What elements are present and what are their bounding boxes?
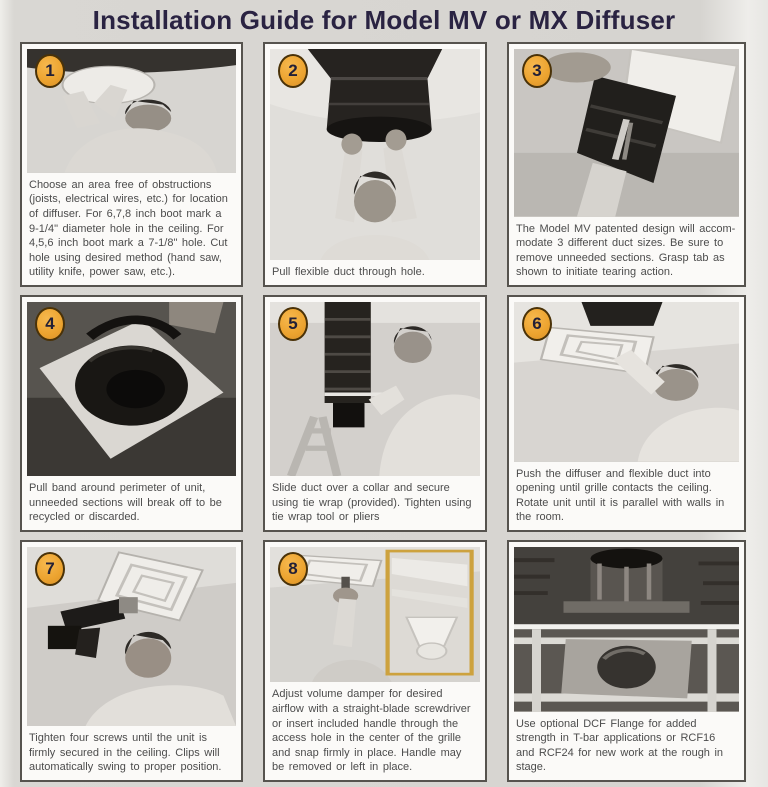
step-number-badge: 7 bbox=[35, 552, 65, 586]
step-photo-tie-wrap-collar bbox=[270, 302, 480, 476]
step-panel-2 bbox=[263, 42, 487, 287]
step-caption: Choose an area free of obstructions (joists, electrical wires, etc.) for location of diffuser. For 6,7,8 inch boot mark a 9-1/4" diameter hole in the ceiling. For 4,5,6 inch boot mark a 7-1/8" hole. Cut hole using desired method (hand saw, utility knife, power saw, etc.). bbox=[29, 178, 228, 279]
step-photo-man-marking-ceiling bbox=[27, 49, 236, 173]
step-number-badge: 4 bbox=[35, 307, 65, 341]
info-panel-dcf-flange bbox=[507, 540, 746, 782]
step-caption: Pull band around perimeter of unit, unneeded sections will break off to be recycled or discarded. bbox=[29, 482, 222, 524]
step-photo-pulling-duct bbox=[270, 49, 480, 260]
step-caption: Tighten four screws until the unit is firmly secured in the ceiling. Clips will automatically swing to proper position. bbox=[29, 732, 222, 774]
step-number-badge: 3 bbox=[522, 54, 552, 88]
step-number-badge: 5 bbox=[278, 307, 308, 341]
step-number-badge: 8 bbox=[278, 552, 308, 586]
step-panel-4 bbox=[20, 295, 243, 532]
step-photo-tearing-sections bbox=[514, 49, 739, 217]
step-number-badge: 1 bbox=[35, 54, 65, 88]
step-number-badge: 6 bbox=[522, 307, 552, 341]
step-caption: Adjust volume damper for desired airflow with a straight-blade screwdriver or insert included handle through the access hole in the center of the grille and snap firmly in place. Handle may be removed or left in place. bbox=[272, 688, 471, 774]
step-photo-drill-screws bbox=[27, 547, 236, 726]
info-caption: Use optional DCF Flange for added strength in T-bar applications or RCF16 and RCF24 for new work at the rough in stage. bbox=[516, 717, 724, 774]
step-caption: The Model MV patented design will accommodate 3 different duct sizes. Be sure to remove unneeded sections. Grasp tab as shown to initiate tearing action. bbox=[516, 222, 736, 279]
step-panel-1 bbox=[20, 42, 243, 287]
step-caption: Push the diffuser and flexible duct into opening until grille contacts the ceiling. Rotate unit until it is parallel with walls in the room. bbox=[516, 467, 725, 524]
step-panel-7 bbox=[20, 540, 243, 782]
step-panel-5 bbox=[263, 295, 487, 532]
step-panel-8 bbox=[263, 540, 487, 782]
step-photo-push-diffuser bbox=[514, 302, 739, 462]
photo-dcf-flange-tbar bbox=[514, 547, 739, 712]
step-panel-6 bbox=[507, 295, 746, 532]
step-number-badge: 2 bbox=[278, 54, 308, 88]
page-title: Installation Guide for Model MV or MX Diffuser bbox=[92, 5, 676, 35]
step-caption: Slide duct over a collar and secure using tie wrap (provided). Tighten using tie wrap tool or pliers bbox=[272, 482, 472, 524]
photo-illustration bbox=[514, 547, 739, 712]
step-photo-band-around-unit bbox=[27, 302, 236, 476]
step-photo-adjust-damper bbox=[270, 547, 480, 682]
steps-grid bbox=[20, 42, 745, 782]
step-panel-3 bbox=[507, 42, 746, 287]
step-caption: Pull flexible duct through hole. bbox=[272, 266, 425, 279]
